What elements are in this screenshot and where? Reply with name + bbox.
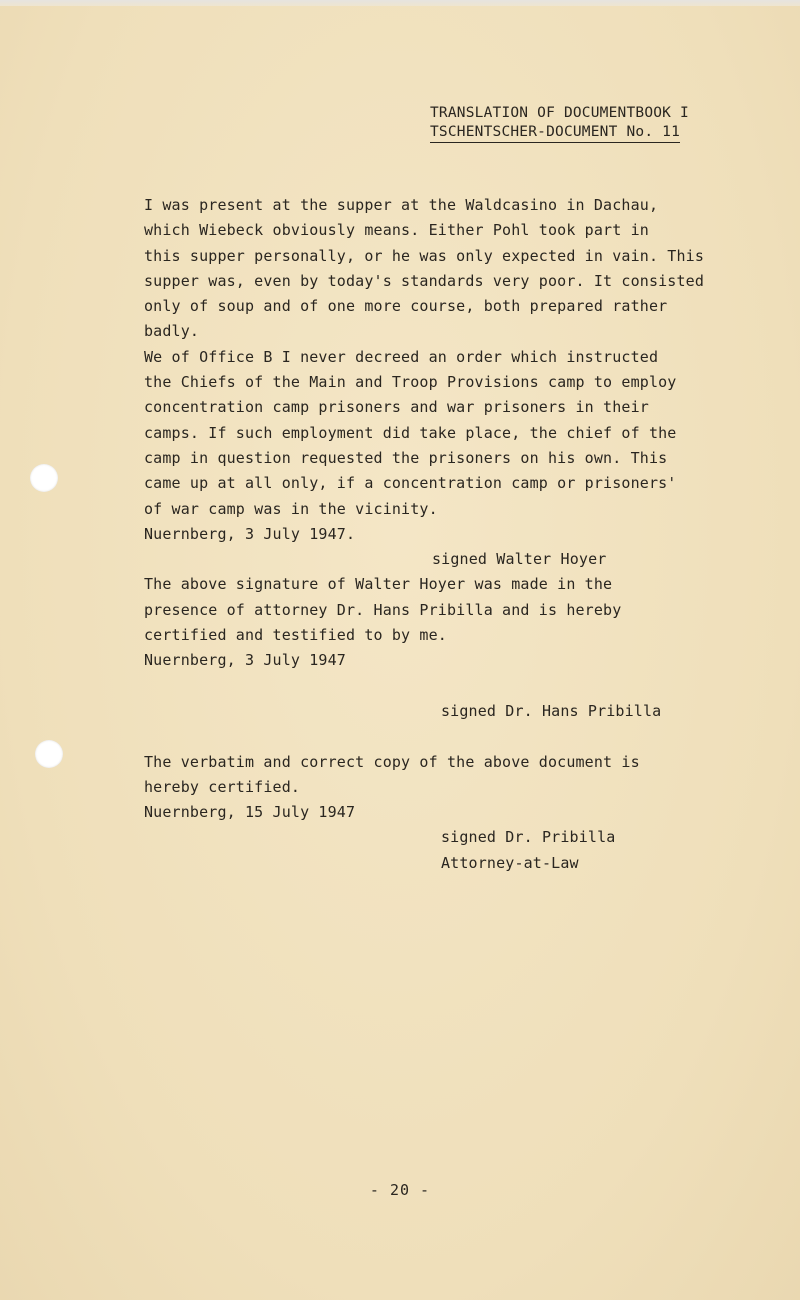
header-document-number: TSCHENTSCHER-DOCUMENT No. 11 [430,123,680,143]
body-line: supper was, even by today's standards very poor. It consisted [144,271,705,290]
body-line: came up at all only, if a concentration camp or prisoners' [144,474,677,493]
body-line: concentration camp prisoners and war prisoners in their [144,398,649,417]
body-line: of war camp was in the vicinity. [144,499,438,518]
page-edge [0,0,800,6]
body-line: which Wiebeck obviously means. Either Pohl took part in [144,221,649,240]
body-line: camps. If such employment did take place, the chief of the [144,423,677,442]
certification-line: The above signature of Walter Hoyer was made in the [144,575,613,594]
punch-hole [30,464,58,492]
signature-pribilla: signed Dr. Hans Pribilla [441,701,662,720]
body-line: We of Office B I never decreed an order which instructed [144,347,659,366]
date-line: Nuernberg, 3 July 1947. [144,524,356,543]
body-line: badly. [144,322,200,341]
punch-hole [35,740,63,768]
signature-title: Attorney-at-Law [441,853,579,872]
date-line: Nuernberg, 15 July 1947 [144,803,356,822]
signature-pribilla-short: signed Dr. Pribilla [441,828,616,847]
copy-certification-line: The verbatim and correct copy of the above document is [144,752,640,771]
certification-line: presence of attorney Dr. Hans Pribilla and is hereby [144,600,622,619]
body-line: I was present at the supper at the Waldcasino in Dachau, [144,196,659,214]
body-line: only of soup and of one more course, both prepared rather [144,297,668,316]
body-line: camp in question requested the prisoners on his own. This [144,448,668,467]
page-number: - 20 - [369,1181,431,1199]
body-line: the Chiefs of the Main and Troop Provisions camp to employ [144,373,677,392]
certification-line: certified and testified to by me. [144,626,447,645]
header-title: TRANSLATION OF DOCUMENTBOOK I [430,105,689,121]
body-line: this supper personally, or he was only expected in vain. This [144,246,705,265]
document-header [430,104,689,143]
copy-certification-line: hereby certified. [144,777,301,796]
document-body [144,193,784,876]
date-line: Nuernberg, 3 July 1947 [144,651,346,670]
signature-hoyer: signed Walter Hoyer [432,550,607,569]
